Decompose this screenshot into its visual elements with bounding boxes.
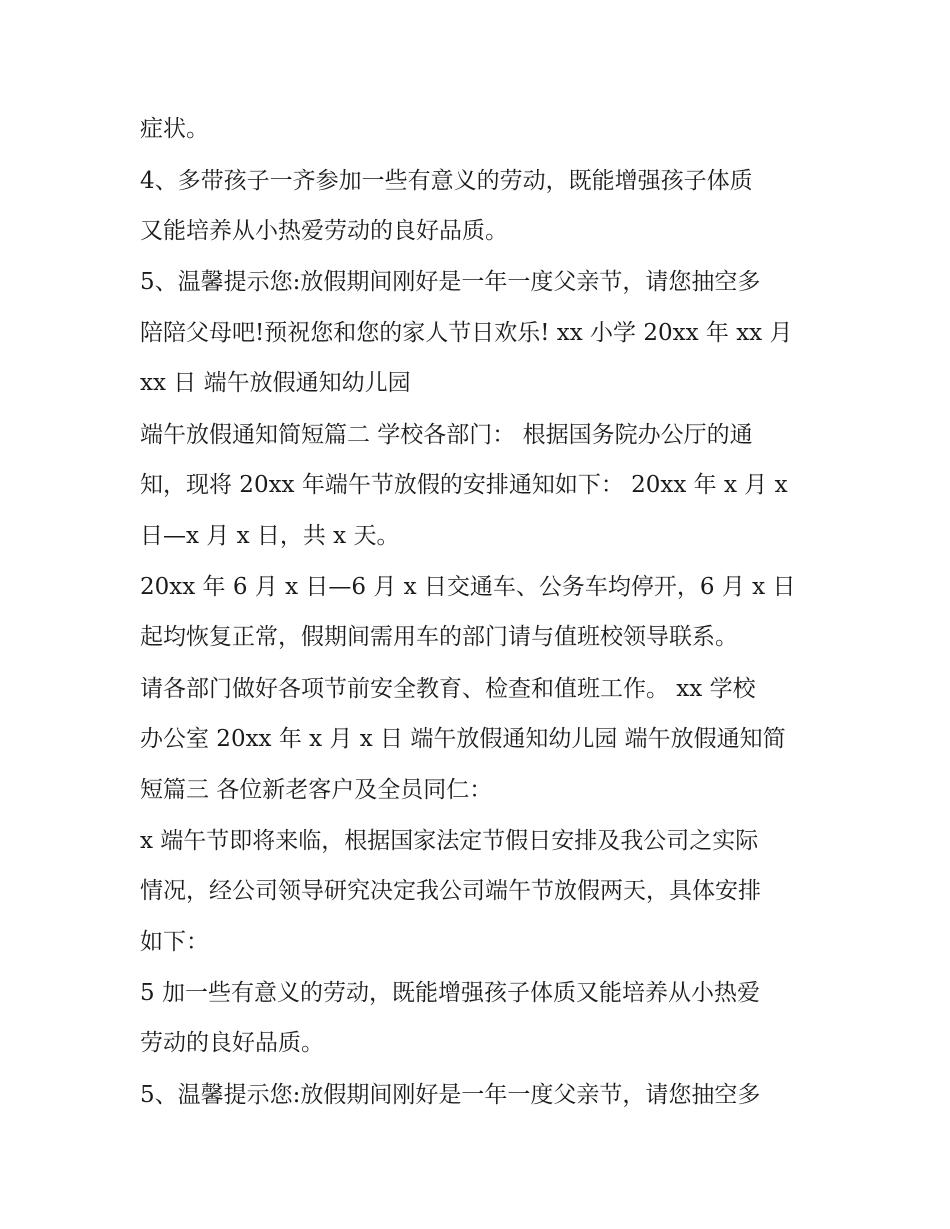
text-line: 日—x 月 x 日，共 x 天。 [140,523,400,549]
text-line: 陪陪父母吧!预祝您和您的家人节日欢乐! xx 小学 20xx 年 xx 月 [140,320,793,346]
text-line: 起均恢复正常，假期间需用车的部门请与值班校领导联系。 [140,624,738,650]
text-line: 5、温馨提示您:放假期间刚好是一年一度父亲节，请您抽空多 [140,1082,761,1108]
text-line: 症状。 [140,116,209,142]
text-line: 又能培养从小热爱劳动的良好品质。 [140,218,508,244]
text-line: 请各部门做好各项节前安全教育、检查和值班工作。 xx 学校 [140,676,756,702]
text-line: 办公室 20xx 年 x 月 x 日 端午放假通知幼儿园 端午放假通知简 [140,726,786,752]
text-line: 20xx 年 6 月 x 日—6 月 x 日交通车、公务车均停开，6 月 x 日 [140,574,796,600]
text-line: 5 加一些有意义的劳动，既能增强孩子体质又能培养从小热爱 [140,980,760,1006]
text-line: 如下： [140,929,209,955]
text-line: 知，现将 20xx 年端午节放假的安排通知如下： 20xx 年 x 月 x [140,472,788,498]
text-line: 情况，经公司领导研究决定我公司端午节放假两天，具体安排 [140,878,761,904]
text-line: 短篇三 各位新老客户及全员同仁： [140,777,493,803]
text-line: 劳动的良好品质。 [140,1030,324,1056]
text-line: 4、多带孩子一齐参加一些有意义的劳动，既能增强孩子体质 [140,168,753,194]
text-line: xx 日 端午放假通知幼儿园 [140,370,411,396]
text-line: x 端午节即将来临，根据国家法定节假日安排及我公司之实际 [140,828,759,854]
text-line: 端午放假通知简短篇二 学校各部门： 根据国务院办公厅的通 [140,422,753,448]
text-line: 5、温馨提示您:放假期间刚好是一年一度父亲节，请您抽空多 [140,269,761,295]
